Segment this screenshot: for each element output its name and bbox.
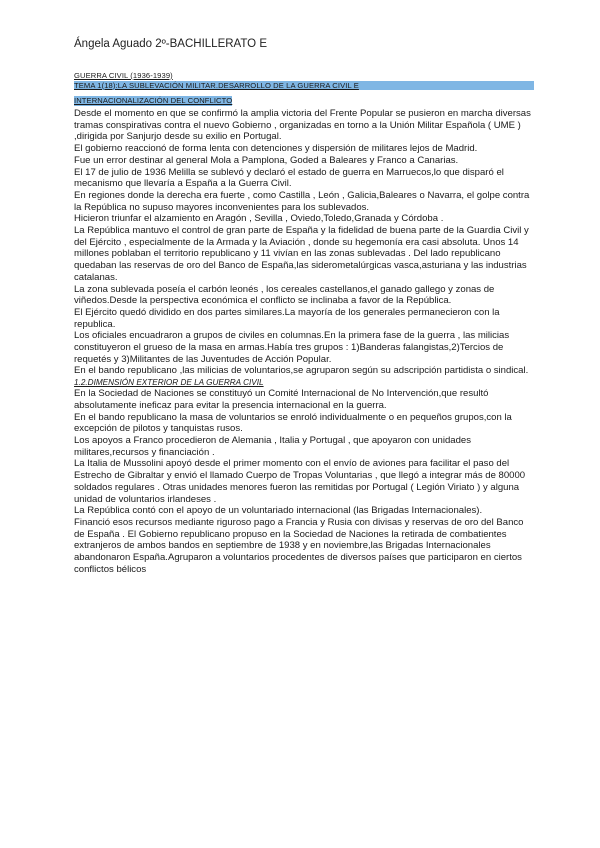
- paragraph: La zona sublevada poseía el carbón leonés , los cereales castellanos,el ganado gallego y zonas de viñedos.Desde la perspectiva económica el conflicto se inclinaba a favor de la República.: [74, 283, 495, 307]
- paragraph: En el bando republicano ,las milicias de voluntarios,se agruparon según su adscripción partidista o sindical.: [74, 365, 529, 377]
- paragraph: El gobierno reaccionó de forma lenta con detenciones y dispersión de militares lejos de Madrid.: [74, 143, 478, 155]
- paragraph: Fue un error destinar al general Mola a Pamplona, Goded a Baleares y Franco a Canarias.: [74, 154, 459, 166]
- paragraph: En la Sociedad de Naciones se constituyó un Comité Internacional de No Intervención,que resultó absolutamente ineficaz para evitar la presencia internacional en la guerra.: [74, 388, 489, 411]
- paragraph: El 17 de julio de 1936 Melilla se sublevó y declaró el estado de guerra en Marruecos,lo que disparó el mecanismo que llevaría a España a la Guerra Civil.: [74, 166, 504, 190]
- paragraph: Los apoyos a Franco procedieron de Alemania , Italia y Portugal , que apoyaron con unidades militares,recursos y financiación .: [74, 434, 471, 458]
- section-1: [74, 108, 534, 377]
- paragraph: Hicieron triunfar el alzamiento en Aragón , Sevilla , Oviedo,Toledo,Granada y Córdoba .: [74, 213, 444, 225]
- paragraph: Financió esos recursos mediante riguroso pago a Francia y Rusia con divisas y reservas de oro del Banco de España . El Gobierno republicano propuso en la Sociedad de Naciones la retirada de combatientes extranjeros de ambos bandos en septiembre de 1938 y en noviembre,las Brigadas Internacionales abandonaron España.Agruparon a voluntarios procedentes de diversos países que participaron en ciertos conflictos bélicos: [74, 516, 524, 575]
- topic-heading: GUERRA CIVIL (1936-1939): [74, 71, 173, 80]
- paragraph: La República contó con el apoyo de un voluntariado internacional (las Brigadas Internacionales).: [74, 505, 483, 517]
- paragraph: En regiones donde la derecha era fuerte , como Castilla , León , Galicia,Baleares o Navarra, el golpe contra la República no supuso mayores inconvenientes para los sublevados.: [74, 189, 530, 213]
- tema-heading-line-2: INTERNACIONALIZACIÓN DEL CONFLICTO: [74, 96, 233, 105]
- author-header: Ángela Aguado 2º-BACHILLERATO E: [74, 38, 267, 50]
- document-body: [74, 71, 534, 575]
- paragraph: La Italia de Mussolini apoyó desde el primer momento con el envío de aviones para facilitar el paso del Estrecho de Gibraltar y envió el llamado Cuerpo de Tropas Voluntarias , que llegó a integrar más de 80000 soldados regulares . Otras unidades menores fueron las remitidas por Portugal ( Legión Viriato ) y alguna unidad de voluntarios irlandeses .: [74, 458, 526, 505]
- paragraph: Desde el momento en que se confirmó la amplia victoria del Frente Popular se pusieron en marcha diversas tramas conspirativas contra el nuevo Gobierno , organizadas en torno a la Unión Militar Española ( UME ) ,dirigida por Sanjurjo desde su exilio en Portugal.: [74, 108, 531, 143]
- section-2: [74, 388, 534, 575]
- section-2-heading: 1.2.DIMENSIÓN EXTERIOR DE LA GUERRA CIVIL: [74, 378, 264, 388]
- paragraph: La República mantuvo el control de gran parte de España y la fidelidad de buena parte de la Guardia Civil y del Ejército , especialmente de la Armada y la Aviación , donde su hegemonía era casi absoluta. Unos 14 millones poblaban el territorio republicano y 11 vivían en las zonas sublevadas . Del lado republicano quedaban las reservas de oro del Banco de España,las siderometalúrgicas vasca,asturiana y las industrias catalanas.: [74, 225, 529, 283]
- paragraph: En el bando republicano la masa de voluntarios se enroló individualmente o en pequeños grupos,con la excepción de pilotos y tanquistas rusos.: [74, 411, 512, 435]
- paragraph: El Ejército quedó dividido en dos partes similares.La mayoría de los generales permanecieron con la republica.: [74, 306, 500, 330]
- paragraph: Los oficiales encuadraron a grupos de civiles en columnas.En la primera fase de la guerra , las milicias constituyeron el grueso de la masa en armas.Había tres grupos : 1)Banderas falangistas,2)Tercios de requetés y 3)Militantes de las Juventudes de Acción Popular.: [74, 330, 510, 365]
- tema-heading-line-1: TEMA 1(18):LA SUBLEVACIÓN MILITAR.DESARROLLO DE LA GUERRA CIVIL E: [74, 81, 534, 91]
